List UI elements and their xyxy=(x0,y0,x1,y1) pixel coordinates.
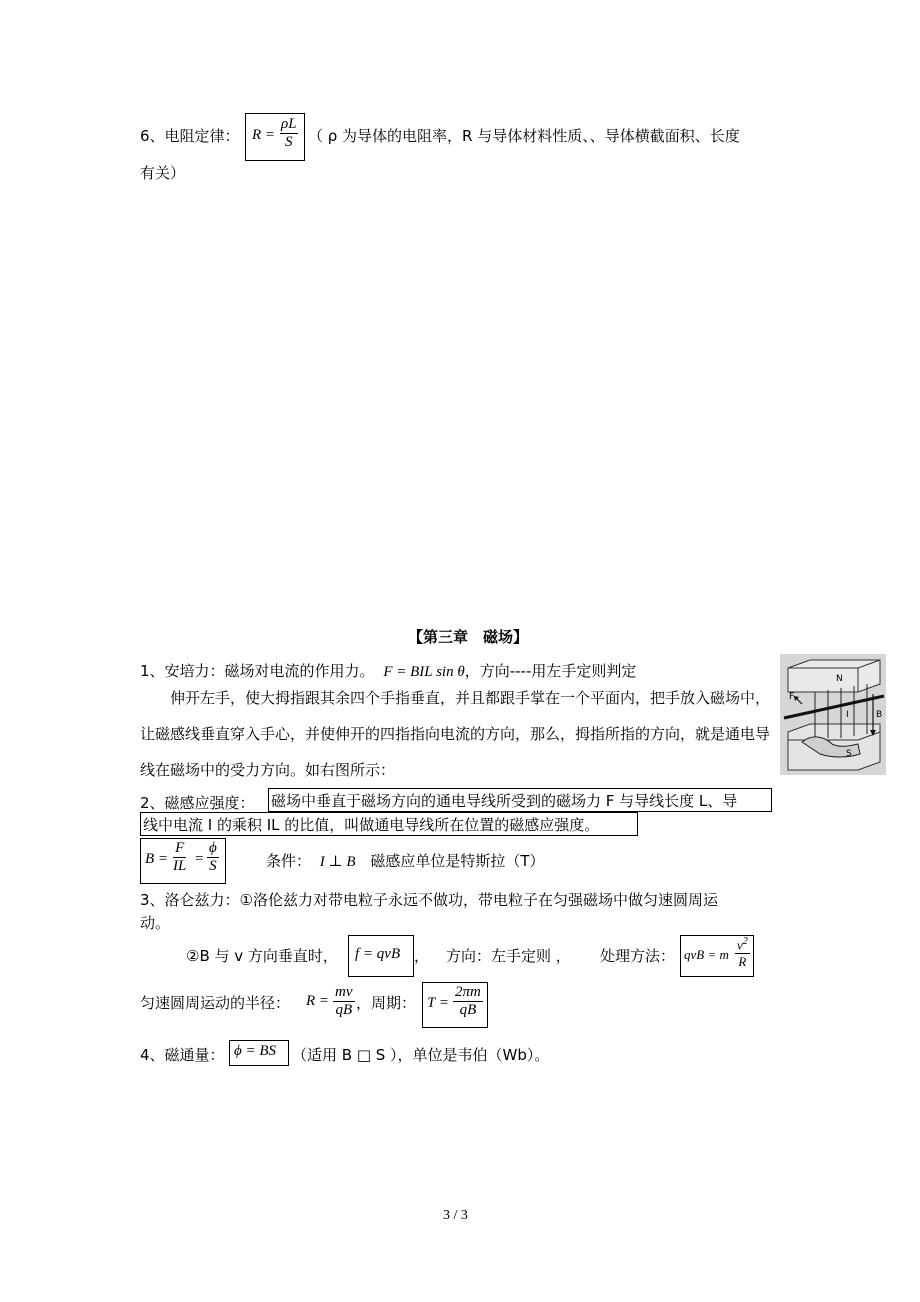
ampere-force-formula: F = BIL sin θ xyxy=(383,664,465,680)
lorentz-method-box xyxy=(680,935,754,977)
magnetic-flux-formula-box xyxy=(229,1040,289,1066)
magnetic-induction-def-2: 线中电流 I 的乘积 IL 的比值，叫做通电导线所在位置的磁感应强度。 xyxy=(143,816,600,834)
period-label: ，周期： xyxy=(356,994,417,1012)
figure-label-b: B xyxy=(876,710,883,720)
magnetic-flux-applies: （适用 B □ S ），单位是韦伯（Wb）。 xyxy=(292,1046,550,1064)
lorentz-item2: ②B 与 v 方向垂直时， xyxy=(186,947,338,965)
method-formula-lhs: qvB = m xyxy=(684,947,729,962)
figure-label-s: S xyxy=(846,749,852,759)
b-formula-den2: S xyxy=(209,858,217,874)
b-formula-num2: ϕ xyxy=(209,840,217,856)
resistance-formula-denominator: S xyxy=(285,134,293,150)
magnetic-induction-label: 2、磁感应强度： xyxy=(140,794,255,812)
chapter-title: 【第三章 磁场】 xyxy=(408,628,529,646)
period-formula-num: 2πm xyxy=(455,984,481,1000)
period-formula-den: qB xyxy=(459,1002,477,1018)
lorentz-method-label: 处理方法： xyxy=(600,947,676,965)
figure-label-n: N xyxy=(836,674,843,684)
magnetic-induction-def-box-2 xyxy=(140,812,638,836)
b-unit: 磁感应单位是特斯拉（T） xyxy=(370,852,545,870)
resistance-description: （ ρ 为导体的电阻率，R 与导体材料性质、、导体横截面积、长度 xyxy=(308,127,740,145)
lorentz-direction: 方向：左手定则 ， xyxy=(446,947,571,965)
b-formula-eq: = xyxy=(195,851,204,867)
b-formula-lhs: B = xyxy=(145,851,169,867)
ampere-force-label: 1、安培力：磁场对电流的作用力。 xyxy=(140,662,375,680)
figure-label-i: I xyxy=(846,710,849,720)
magnetic-flux-formula: ϕ = BS xyxy=(234,1043,277,1059)
b-condition-math: I ⊥ B xyxy=(319,854,356,870)
lorentz-force-label: 3、洛仑兹力：①洛伦兹力对带电粒子永远不做功，带电粒子在匀强磁场中做匀速圆周运 xyxy=(140,891,718,909)
method-formula-den: R xyxy=(738,954,747,970)
b-formula-num1: F xyxy=(175,840,185,856)
ampere-force-figure xyxy=(780,654,886,775)
resistance-formula-lhs: R = xyxy=(252,127,276,143)
radius-formula-lhs: R = xyxy=(306,993,330,1009)
ampere-force-line xyxy=(140,660,636,681)
b-condition-label: 条件： xyxy=(266,852,312,870)
resistance-law-label: 6、电阻定律： xyxy=(140,127,240,145)
method-formula-sup: 2 xyxy=(742,936,748,947)
b-formula-den1: IL xyxy=(173,858,187,874)
b-condition-line xyxy=(266,850,545,871)
lorentz-force-cont: 动。 xyxy=(140,914,171,932)
method-formula-num: v xyxy=(737,937,743,953)
lorentz-formula: f = qvB xyxy=(355,946,401,962)
page-number: 3 / 3 xyxy=(443,1208,468,1223)
ampere-force-direction: ，方向----用左手定则判定 xyxy=(464,662,637,680)
resistance-formula-box xyxy=(245,113,305,161)
magnetic-induction-formula-box xyxy=(140,838,226,884)
radius-formula xyxy=(306,984,355,1019)
left-hand-rule-paragraph: 伸开左手，使大拇指跟其余四个手指垂直，并且都跟手掌在一个平面内，把手放入磁场中，让磁感线垂直穿入手心，并使伸开的四指指向电流的方向，那么，拇指所指的方向，就是通电导线在磁场中的受力方向。如右图所示： xyxy=(140,689,771,779)
radius-formula-den: qB xyxy=(335,1002,353,1018)
resistance-description-cont: 有关） xyxy=(140,164,186,182)
figure-label-f: F xyxy=(789,692,795,702)
resistance-formula-numerator: ρL xyxy=(281,116,297,132)
magnetic-induction-def-box-1 xyxy=(268,788,772,812)
magnetic-induction-def-1: 磁场中垂直于磁场方向的通电导线所受到的磁场力 F 与导线长度 L、导 xyxy=(271,792,738,810)
period-formula-box xyxy=(422,982,488,1028)
radius-formula-num: mv xyxy=(335,984,353,1000)
lorentz-comma: ， xyxy=(414,947,430,965)
magnetic-flux-label: 4、磁通量： xyxy=(140,1046,225,1064)
radius-label: 匀速圆周运动的半径： xyxy=(140,994,291,1012)
lorentz-formula-box xyxy=(348,935,414,977)
period-formula-lhs: T = xyxy=(427,995,449,1011)
